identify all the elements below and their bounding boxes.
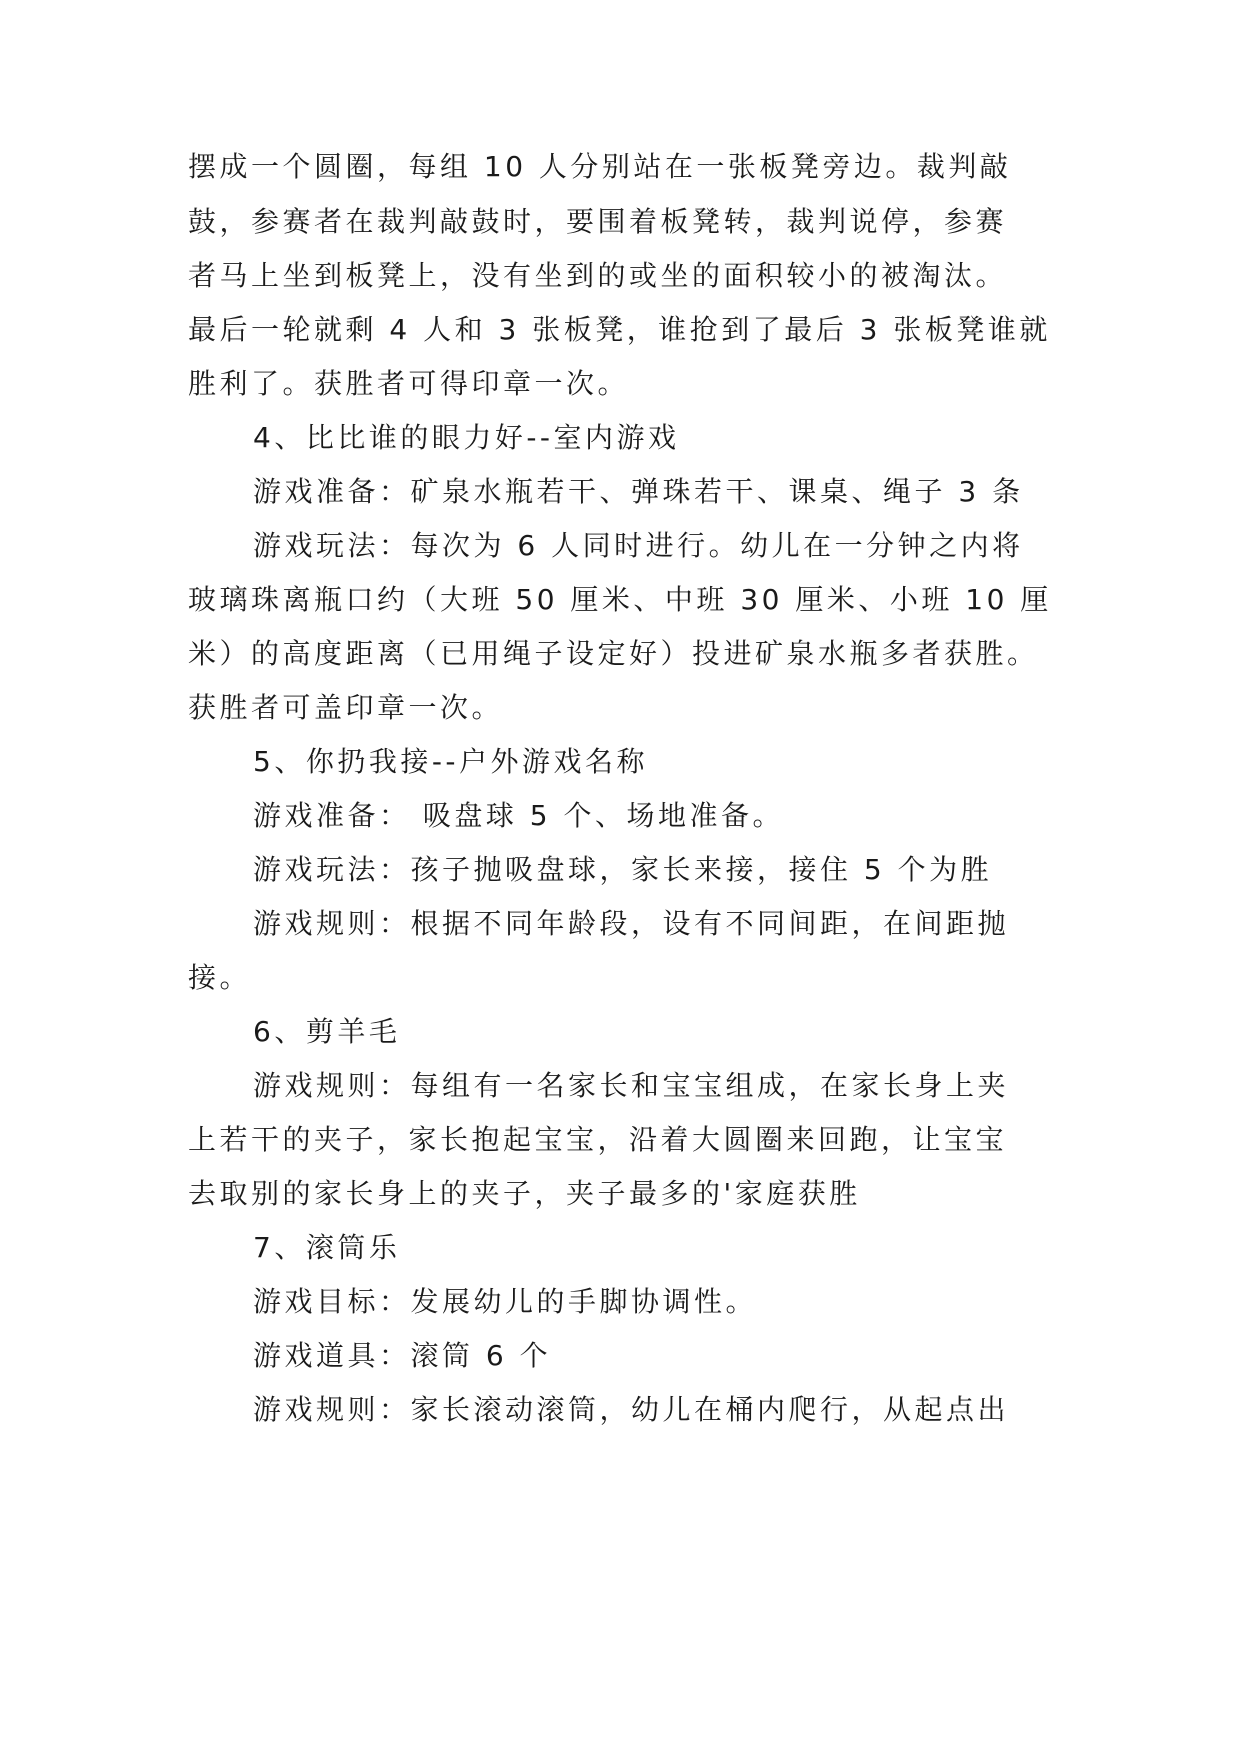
paragraph-line: 游戏准备：矿泉水瓶若干、弹珠若干、课桌、绳子 3 条: [253, 475, 1024, 508]
section-heading: 7、滚筒乐: [253, 1231, 401, 1264]
paragraph-line: 上若干的夹子，家长抱起宝宝，沿着大圆圈来回跑，让宝宝: [188, 1123, 1008, 1156]
section-heading: 6、剪羊毛: [253, 1015, 401, 1048]
paragraph-line: 游戏玩法：每次为 6 人同时进行。幼儿在一分钟之内将: [253, 529, 1024, 562]
paragraph-line: 游戏规则：根据不同年龄段，设有不同间距，在间距抛: [253, 907, 1010, 940]
section-heading: 5、你扔我接--户外游戏名称: [253, 745, 649, 778]
paragraph-line: 去取别的家长身上的夹子，夹子最多的'家庭获胜: [188, 1177, 861, 1210]
paragraph-line: 获胜者可盖印章一次。: [188, 691, 504, 724]
section-heading: 4、比比谁的眼力好--室内游戏: [253, 421, 680, 454]
paragraph-line: 摆成一个圆圈，每组 10 人分别站在一张板凳旁边。裁判敲: [188, 150, 1012, 183]
paragraph-line: 胜利了。获胜者可得印章一次。: [188, 367, 630, 400]
paragraph-line: 游戏准备： 吸盘球 5 个、场地准备。: [253, 799, 785, 832]
paragraph-line: 玻璃珠离瓶口约（大班 50 厘米、中班 30 厘米、小班 10 厘: [188, 583, 1052, 616]
paragraph-line: 接。: [188, 961, 252, 994]
paragraph-line: 游戏规则：每组有一名家长和宝宝组成，在家长身上夹: [253, 1069, 1010, 1102]
paragraph-line: 游戏规则：家长滚动滚筒，幼儿在桶内爬行，从起点出: [253, 1393, 1010, 1426]
paragraph-line: 游戏目标：发展幼儿的手脚协调性。: [253, 1285, 758, 1318]
paragraph-line: 最后一轮就剩 4 人和 3 张板凳，谁抢到了最后 3 张板凳谁就: [188, 313, 1051, 346]
paragraph-line: 游戏道具：滚筒 6 个: [253, 1339, 552, 1372]
paragraph-line: 米）的高度距离（已用绳子设定好）投进矿泉水瓶多者获胜。: [188, 637, 1039, 670]
paragraph-line: 鼓，参赛者在裁判敲鼓时，要围着板凳转，裁判说停，参赛: [188, 205, 1008, 238]
paragraph-line: 者马上坐到板凳上，没有坐到的或坐的面积较小的被淘汰。: [188, 259, 1008, 292]
paragraph-line: 游戏玩法：孩子抛吸盘球，家长来接，接住 5 个为胜: [253, 853, 993, 886]
